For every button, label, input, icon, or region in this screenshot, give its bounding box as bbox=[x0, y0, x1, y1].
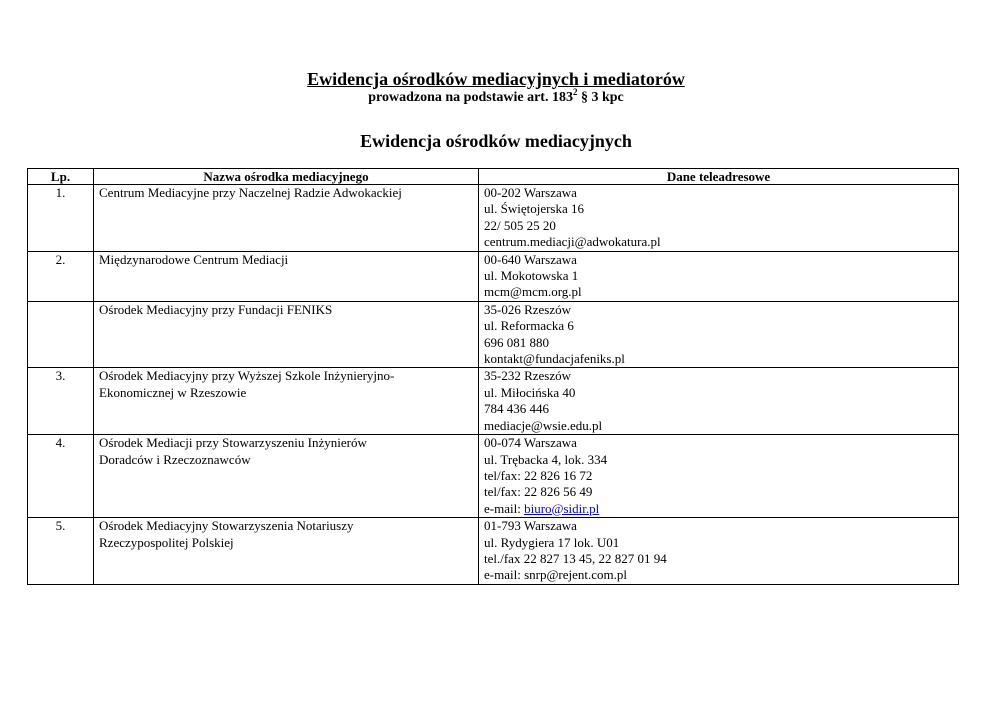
contact-line: tel./fax 22 827 13 45, 22 827 01 94 bbox=[484, 550, 667, 566]
contact-line: 00-202 Warszawa bbox=[484, 185, 577, 200]
contact-line: e-mail: snrp@rejent.com.pl bbox=[484, 567, 628, 583]
contact-line: ul. Świętojerska 16 bbox=[484, 201, 585, 217]
row-number bbox=[28, 301, 94, 368]
center-name-cell bbox=[94, 251, 479, 301]
table-row bbox=[28, 518, 959, 585]
center-name-line: Centrum Mediacyjne przy Naczelnej Radzie Adwokackiej bbox=[99, 185, 402, 200]
mediation-centers-table bbox=[27, 168, 959, 585]
contact-line: 784 436 446 bbox=[484, 401, 549, 417]
contact-line: ul. Miłocińska 40 bbox=[484, 384, 576, 400]
contact-cell bbox=[479, 368, 959, 435]
center-name-cell bbox=[94, 435, 479, 518]
subtitle-suffix: § 3 kpc bbox=[577, 90, 624, 105]
email-line bbox=[484, 501, 953, 517]
center-name-line: Doradców i Rzeczoznawców bbox=[99, 451, 251, 467]
contact-line: 696 081 880 bbox=[484, 334, 549, 350]
table-row bbox=[28, 435, 959, 518]
table-body bbox=[28, 185, 959, 585]
contact-line: mediacje@wsie.edu.pl bbox=[484, 417, 603, 433]
email-link[interactable]: biuro@sidir.pl bbox=[524, 500, 600, 516]
center-name-cell bbox=[94, 368, 479, 435]
row-number: 2. bbox=[28, 251, 94, 301]
contact-line: ul. Reformacka 6 bbox=[484, 318, 574, 334]
contact-cell bbox=[479, 518, 959, 585]
contact-line: mcm@mcm.org.pl bbox=[484, 284, 582, 300]
center-name-line: Ekonomicznej w Rzeszowie bbox=[99, 384, 247, 400]
contact-line: 35-026 Rzeszów bbox=[484, 301, 572, 317]
contact-line: ul. Rydygiera 17 lok. U01 bbox=[484, 534, 620, 550]
row-number: 3. bbox=[28, 368, 94, 435]
column-header-name: Nazwa ośrodka mediacyjnego bbox=[94, 169, 479, 185]
center-name-cell bbox=[94, 518, 479, 585]
center-name-cell bbox=[94, 185, 479, 252]
contact-line: kontakt@fundacjafeniks.pl bbox=[484, 351, 625, 367]
contact-line: ul. Mokotowska 1 bbox=[484, 268, 579, 284]
contact-cell bbox=[479, 185, 959, 252]
contact-line: ul. Trębacka 4, lok. 334 bbox=[484, 451, 608, 467]
subtitle-superscript: 2 bbox=[572, 87, 578, 97]
table-row bbox=[28, 185, 959, 252]
section-title: Ewidencja ośrodków mediacyjnych bbox=[360, 131, 632, 151]
contact-line: tel/fax: 22 826 16 72 bbox=[484, 467, 593, 483]
contact-line: tel/fax: 22 826 56 49 bbox=[484, 484, 593, 500]
contact-cell bbox=[479, 301, 959, 368]
document-title: Ewidencja ośrodków mediacyjnych i mediatorów bbox=[307, 69, 685, 89]
center-name-line: Ośrodek Mediacji przy Stowarzyszeniu Inżynierów bbox=[99, 435, 367, 451]
row-number: 4. bbox=[28, 435, 94, 518]
contact-line: 00-640 Warszawa bbox=[484, 251, 577, 267]
center-name-line: Ośrodek Mediacyjny przy Fundacji FENIKS bbox=[99, 301, 333, 317]
contact-cell bbox=[479, 251, 959, 301]
contact-line: centrum.mediacji@adwokatura.pl bbox=[484, 234, 661, 250]
center-name-line: Rzeczypospolitej Polskiej bbox=[99, 534, 234, 550]
document-subtitle bbox=[0, 87, 992, 106]
column-header-lp: Lp. bbox=[28, 169, 94, 185]
row-number: 1. bbox=[28, 185, 94, 252]
contact-line: 01-793 Warszawa bbox=[484, 518, 577, 534]
center-name-line: Międzynarodowe Centrum Mediacji bbox=[99, 251, 289, 267]
subtitle-text: prowadzona na podstawie art. 183 bbox=[368, 90, 573, 105]
table-row bbox=[28, 301, 959, 368]
center-name-cell bbox=[94, 301, 479, 368]
center-name-line: Ośrodek Mediacyjny Stowarzyszenia Notariuszy bbox=[99, 518, 354, 534]
row-number: 5. bbox=[28, 518, 94, 585]
contact-line: 22/ 505 25 20 bbox=[484, 217, 556, 233]
table-row bbox=[28, 251, 959, 301]
column-header-contact: Dane teleadresowe bbox=[479, 169, 959, 185]
contact-line: 00-074 Warszawa bbox=[484, 435, 577, 451]
table-header-row bbox=[28, 169, 959, 185]
contact-line: 35-232 Rzeszów bbox=[484, 368, 572, 384]
email-label: e-mail: bbox=[484, 500, 525, 516]
table-row bbox=[28, 368, 959, 435]
contact-cell bbox=[479, 435, 959, 518]
center-name-line: Ośrodek Mediacyjny przy Wyższej Szkole Inżynieryjno- bbox=[99, 368, 395, 384]
